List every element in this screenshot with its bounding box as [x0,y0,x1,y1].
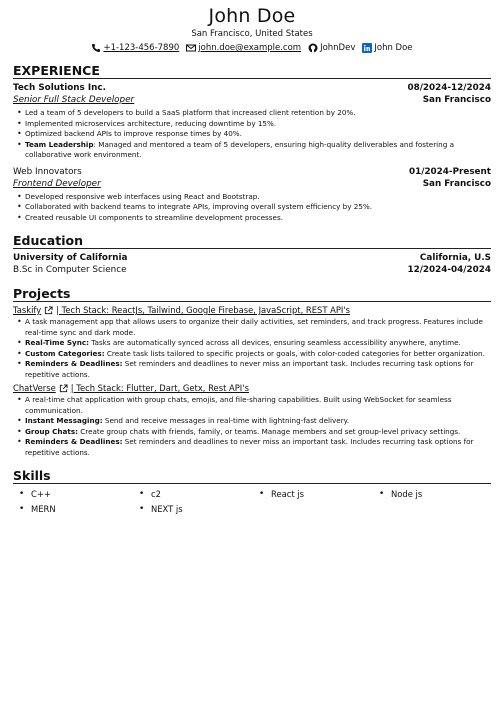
person-name: John Doe [208,5,296,27]
company-name: Tech Solutions Inc. [13,83,106,93]
skill-item: • MERN [31,503,151,516]
linkedin-icon [362,43,372,53]
list-item: • Reminders & Deadlines: Set reminders and deadlines to never miss an important task. Includes recurring task options for repetitive actions. [25,437,491,458]
external-link-icon[interactable] [59,384,68,393]
list-item: • Collaborated with backend teams to integrate APIs, improving overall system efficiency by 25%. [25,202,491,213]
list-item: • Led a team of 5 developers to build a SaaS platform that increased client retention by 20%. [25,108,491,119]
list-item: • Instant Messaging: Send and receive messages in real-time with lightning-fast delivery. [25,416,491,427]
degree: B.Sc in Computer Science [13,265,127,275]
contact-linkedin[interactable] [362,43,412,53]
project-entry-1 [13,305,491,380]
contact-github[interactable] [308,43,355,53]
contact-bar [13,43,491,53]
mail-icon [186,43,196,53]
skills-list [13,488,491,516]
list-item: • A real-time chat application with group chats, emojis, and file-sharing capabilities. Built using WebSocket for seamless communication. [25,395,491,416]
list-item: • Created reusable UI components to streamline development processes. [25,213,491,224]
linkedin-link[interactable]: John Doe [374,43,413,53]
github-link[interactable]: JohnDev [320,43,356,53]
school-location: California, U.S [419,253,491,263]
phone-icon [91,43,101,53]
list-item: • Real-Time Sync: Tasks are automatically synced across all devices, ensuring seamless accessibility anywhere, anytime. [25,338,491,349]
skill-item: • c2 [151,488,271,501]
section-title-projects: Projects [13,286,491,302]
job-bullets [13,192,491,224]
experience-entry-2 [13,166,491,224]
project-stack: | Tech Stack: Flutter, Dart, Getx, Rest API's [70,383,249,393]
education-dates: 12/2024-04/2024 [407,265,491,275]
experience-entry-1 [13,82,491,161]
person-location: San Francisco, United States [191,29,313,39]
list-item: • Developed responsive web interfaces using React and Bootstrap. [25,192,491,203]
skill-item: • NEXT js [151,503,271,516]
section-title-experience: EXPERIENCE [13,63,491,79]
job-dates: 01/2024-Present [408,166,491,177]
job-role: Frontend Developer [13,178,101,189]
list-item: • A task management app that allows users to organize their daily activities, set reminders, and track progress. Features include real-time sync and dark mode. [25,317,491,338]
project-link[interactable]: Taskify [13,305,42,315]
project-bullets [13,395,491,458]
external-link-icon[interactable] [44,306,53,315]
company-name: Web Innovators [13,166,82,177]
contact-email[interactable] [186,43,301,53]
project-stack: | Tech Stack: ReactJs, Tailwind, Google Firebase, JavaScript, REST API's [56,305,351,315]
job-role: Senior Full Stack Developer [13,95,135,105]
job-location: San Francisco [422,95,491,105]
list-item: • Group Chats: Create group chats with friends, family, or teams. Manage members and set group-level privacy settings. [25,427,491,438]
email-link[interactable]: john.doe@example.com [198,43,302,53]
list-item: • Implemented microservices architecture, reducing downtime by 15%. [25,119,491,130]
skill-item: • Node js [391,488,504,501]
list-item: • Reminders & Deadlines: Set reminders and deadlines to never miss an important task. Includes recurring task options for repetitive actions. [25,359,491,380]
section-title-education: Education [13,233,491,249]
list-item: • Team Leadership: Managed and mentored a team of 5 developers, ensuring high-quality deliverables and fostering a collaborative work environment. [25,140,491,161]
education-entry [13,252,491,276]
skill-item: • React js [271,488,391,501]
project-link[interactable]: ChatVerse [13,383,56,393]
contact-phone[interactable] [91,43,179,53]
job-bullets [13,108,491,161]
job-dates: 08/2024-12/2024 [407,83,491,93]
phone-link[interactable]: +1-123-456-7890 [103,43,180,53]
section-title-skills: Skills [13,468,491,484]
skill-item: • C++ [31,488,151,501]
list-item: • Custom Categories: Create task lists tailored to specific projects or goals, with color-coded categories for better organization. [25,349,491,360]
school-name: University of California [13,253,128,263]
list-item: • Optimized backend APIs to improve response times by 40%. [25,129,491,140]
project-bullets [13,317,491,380]
project-entry-2 [13,383,491,458]
job-location: San Francisco [422,178,491,189]
github-icon [308,43,318,53]
